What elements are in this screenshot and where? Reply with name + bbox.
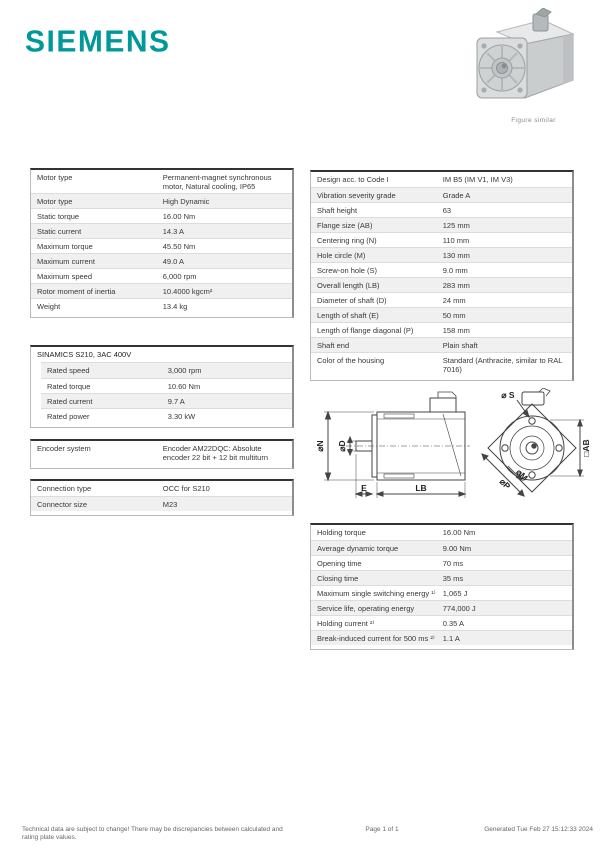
row-label: Holding current ²⁾ [317,619,375,628]
table-row [311,352,572,376]
row-label: Break-induced current for 500 ms ²⁾ [317,634,435,643]
table-row [311,217,572,232]
footer-timestamp: Generated Tue Feb 27 15:12:33 2024 [484,826,593,833]
dimension-diagram [312,388,594,510]
table-row [31,298,292,313]
table-row [31,268,292,283]
row-value: 13.4 kg [162,302,188,311]
table-row [311,322,572,337]
row-label: Service life, operating energy [317,604,415,613]
row-label: Length of flange diagonal (P) [317,326,414,335]
row-label: Motor type [37,173,73,182]
row-value: 70 ms [442,559,464,568]
row-label: Centering ring (N) [317,236,377,245]
row-label: Rated torque [47,382,91,391]
dim-label-d: ⌀D [337,440,347,452]
table-row [31,238,292,253]
row-label: Overall length (LB) [317,281,380,290]
dim-label-m: ⌀M [514,467,530,483]
dim-label-ab: □AB [581,439,591,457]
row-value: Standard (Anthracite, similar to RAL 7016) [442,356,563,374]
table-row [311,630,572,645]
row-value: 10.60 Nm [167,382,201,391]
table-row [311,337,572,352]
table-row [31,193,292,208]
table-row [41,393,292,408]
row-value: 774,000 J [442,604,476,613]
row-value: Encoder AM22DQC: Absolute encoder 22 bit + 12 bit multiturn [162,444,269,462]
row-label: Closing time [317,574,359,583]
row-label: Color of the housing [317,356,385,365]
table-row [311,307,572,322]
table-row [311,525,572,540]
table-row [311,202,572,217]
table-row [311,232,572,247]
servo-motor-photo-illustration [467,8,587,112]
figure-caption: Figure similar [467,112,600,130]
row-label: Rated power [47,412,90,421]
row-value: M23 [162,500,178,509]
row-label: Diameter of shaft (D) [317,296,387,305]
table-row [31,496,292,511]
row-label: Length of shaft (E) [317,311,379,320]
row-label: Maximum speed [37,272,93,281]
row-value: 158 mm [442,326,470,335]
row-label: Rated speed [47,366,90,375]
table-row [31,208,292,223]
row-value: 1.1 A [442,634,460,643]
table-row [311,262,572,277]
row-label: Rated current [47,397,93,406]
row-value: IM B5 (IM V1, IM V3) [442,175,513,184]
row-value: OCC for S210 [162,484,210,493]
connection-table [30,479,294,516]
front-view [482,388,584,496]
row-label: Shaft end [317,341,350,350]
footer-disclaimer: Technical data are subject to change! There may be discrepancies between calculated and rating plate values. [22,826,283,841]
design-data-table [310,170,574,381]
dim-label-n: ⌀N [315,440,325,452]
row-value: 14.3 A [162,227,185,236]
footer-page-number: Page 1 of 1 [365,826,399,833]
table-row [311,187,572,202]
row-value: 9.00 Nm [442,544,472,553]
sinamics-rows [41,362,292,423]
dim-label-e: E [361,483,367,493]
row-value: 16.00 Nm [162,212,196,221]
table-row [311,292,572,307]
row-value: 16.00 Nm [442,528,476,537]
row-label: Screw-on hole (S) [317,266,378,275]
row-value: 10.4000 kgcm² [162,287,213,296]
row-value: 49.0 A [162,257,185,266]
row-label: Connector size [37,500,88,509]
product-photo [467,8,587,112]
dim-label-s: ⌀ S [501,390,515,400]
row-label: Weight [37,302,61,311]
sinamics-header: SINAMICS S210, 3AC 400V [37,350,132,359]
row-label: Shaft height [317,206,358,215]
row-value: Grade A [442,191,471,200]
row-value: 130 mm [442,251,470,260]
table-row [311,585,572,600]
sinamics-table [30,345,294,428]
row-value: 9.0 mm [442,266,468,275]
brake-data-table [310,523,574,650]
table-row [41,408,292,423]
row-label: Maximum single switching energy ¹⁾ [317,589,436,598]
dimension-drawing [312,388,594,510]
table-row [31,253,292,268]
table-row [311,615,572,630]
table-row [41,378,292,393]
encoder-table [30,439,294,469]
row-label: Motor type [37,197,73,206]
row-label: Rotor moment of inertia [37,287,116,296]
table-row [311,555,572,570]
row-label: Average dynamic torque [317,544,399,553]
row-label: Static torque [37,212,80,221]
table-row [311,540,572,555]
row-label: Static current [37,227,82,236]
row-label: Design acc. to Code I [317,175,389,184]
table-row [311,172,572,187]
table-row [311,277,572,292]
dim-label-p: ⌀P [497,476,513,492]
row-value: 35 ms [442,574,464,583]
row-value: 0.35 A [442,619,465,628]
table-row [31,223,292,238]
row-value: 1,065 J [442,589,468,598]
row-label: Maximum torque [37,242,93,251]
row-value: Plain shaft [442,341,478,350]
row-value: 3,000 rpm [167,366,202,375]
table-row [31,170,292,193]
row-value: 110 mm [442,236,470,245]
row-label: Maximum current [37,257,95,266]
row-value: 6,000 rpm [162,272,197,281]
dim-label-lb: LB [415,483,427,493]
table-row [311,247,572,262]
row-label: Opening time [317,559,362,568]
row-value: High Dynamic [162,197,210,206]
row-value: 63 [442,206,452,215]
row-value: Permanent-magnet synchronous motor, Natural cooling, IP65 [162,173,272,191]
table-row [311,570,572,585]
table-row [31,441,292,464]
row-value: 45.50 Nm [162,242,196,251]
row-label: Encoder system [37,444,91,453]
row-value: 3.30 kW [167,412,196,421]
row-label: Flange size (AB) [317,221,373,230]
table-row [311,600,572,615]
motor-data-table [30,168,294,318]
row-value: 24 mm [442,296,466,305]
row-value: 283 mm [442,281,470,290]
row-value: 9.7 A [167,397,185,406]
table-row [41,363,292,378]
row-value: 50 mm [442,311,466,320]
siemens-logo: SIEMENS [25,25,171,59]
row-label: Vibration severity grade [317,191,396,200]
row-value: 125 mm [442,221,470,230]
row-label: Hole circle (M) [317,251,366,260]
table-row [31,283,292,298]
row-label: Holding torque [317,528,366,537]
row-label: Connection type [37,484,92,493]
table-row [31,481,292,496]
